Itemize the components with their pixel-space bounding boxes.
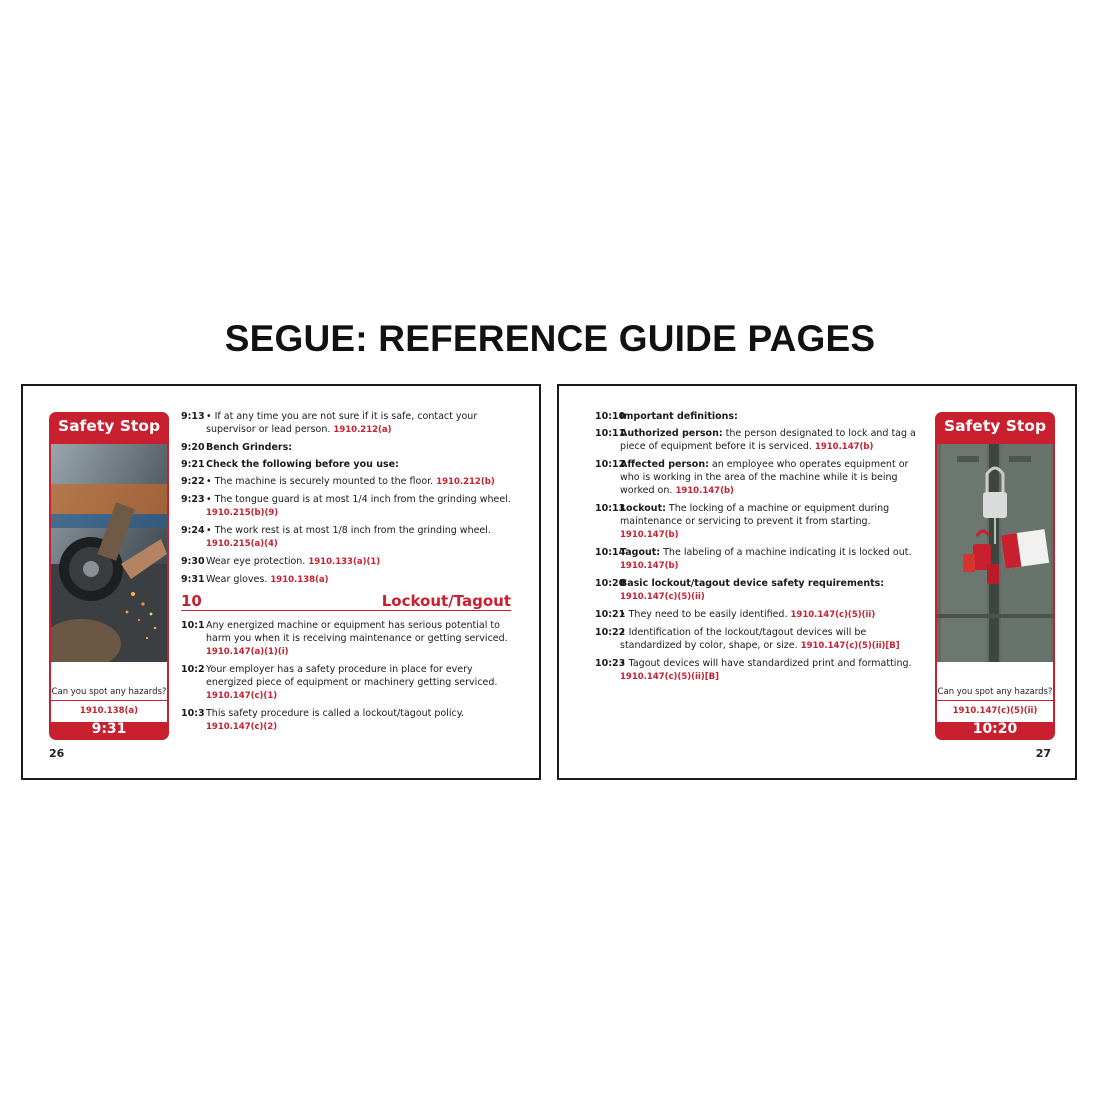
entry-number: 9:31 [181, 574, 205, 585]
entry-body-text: the person designated to lock and tag a piece of equipment before it is serviced. [620, 428, 916, 452]
section-title: Lockout/Tagout [381, 592, 511, 610]
entry-bold-text: Check the following before you use: [206, 459, 399, 470]
osha-reference: 1910.138(a) [270, 575, 329, 585]
entry-number: 9:13 [181, 411, 205, 422]
osha-reference: 1910.147(b) [675, 486, 734, 496]
entry-bold-text: Basic lockout/tagout device safety requirements: [620, 578, 885, 589]
osha-reference: 1910.147(a)(1)(i) [206, 647, 289, 657]
entry-number: 10:14 [595, 547, 626, 558]
list-item [181, 663, 511, 703]
entry-number: 10:13 [595, 503, 626, 514]
list-item [181, 524, 511, 551]
osha-reference: 1910.215(b)(9) [206, 508, 279, 518]
safety-stop-card [49, 412, 169, 740]
card-number: 10:20 [972, 721, 1018, 737]
entry-text [206, 619, 511, 659]
entry-text [206, 707, 511, 734]
entry-text [206, 458, 511, 471]
entry-body-text: This safety procedure is called a lockout/tagout policy. [206, 708, 465, 719]
entry-body-text: Your employer has a safety procedure in place for every energized piece of equipment or machinery getting serviced. [206, 664, 498, 688]
entry-body-text: The locking of a machine or equipment during maintenance or servicing to prevent it from starting. [620, 503, 890, 527]
entry-text [206, 663, 511, 703]
entry-number: 9:20 [181, 442, 205, 453]
card-number: 9:31 [91, 721, 127, 737]
bench-grinder-photo-icon [51, 444, 167, 662]
entry-number: 10:3 [181, 708, 205, 719]
entry-text [206, 493, 511, 520]
card-title: Safety Stop [943, 417, 1047, 435]
osha-reference: 1910.147(b) [620, 561, 679, 571]
entry-text [620, 502, 925, 542]
entry-text [206, 441, 511, 454]
list-item [595, 410, 925, 423]
entry-text [620, 410, 925, 423]
entry-body-text: • Tagout devices will have standardized print and formatting. [620, 658, 912, 669]
entry-text [206, 524, 511, 551]
card-title: Safety Stop [57, 417, 161, 435]
entry-text [620, 608, 925, 622]
osha-reference: 1910.133(a)(1) [308, 557, 381, 567]
list-item [181, 573, 511, 587]
osha-reference: 1910.215(a)(4) [206, 539, 278, 549]
entry-bold-text: Important definitions: [620, 411, 738, 422]
list-item [595, 427, 925, 454]
entry-bold-text: Lockout: [620, 503, 666, 514]
entry-text [620, 546, 925, 573]
list-item [181, 410, 511, 437]
entry-number: 10:1 [181, 620, 205, 631]
osha-reference: 1910.212(b) [436, 477, 495, 487]
entry-body-text: • They need to be easily identified. [620, 609, 788, 620]
entry-bold-text: Authorized person: [620, 428, 723, 439]
entry-body-text: • If at any time you are not sure if it is safe, contact your supervisor or lead person. [206, 411, 478, 435]
entry-body-text: • The work rest is at most 1/8 inch from the grinding wheel. [206, 525, 491, 536]
entry-number: 10:2 [181, 664, 205, 675]
safety-stop-card [935, 412, 1055, 740]
entry-text [206, 410, 511, 437]
osha-reference: 1910.147(c)(5)(ii)[B] [620, 672, 719, 682]
list-item [595, 458, 925, 498]
osha-reference: 1910.147(b) [814, 442, 874, 452]
entry-bold-text: Bench Grinders: [206, 442, 293, 453]
entry-number: 9:22 [181, 476, 205, 487]
entry-number: 10:21 [595, 609, 626, 620]
entry-body-text: Any energized machine or equipment has serious potential to harm you when it is receiving maintenance or getting serviced. [206, 620, 508, 644]
entry-bold-text: Tagout: [620, 547, 661, 558]
osha-reference: 1910.212(a) [333, 425, 392, 435]
list-item [181, 475, 511, 489]
entry-text [206, 475, 511, 489]
entry-number: 10:22 [595, 627, 626, 638]
section-number: 10 [181, 592, 202, 610]
reference-page-left [21, 384, 541, 780]
osha-reference: 1910.147(c)(1) [206, 691, 278, 701]
list-item [181, 619, 511, 659]
list-item [595, 577, 925, 604]
entry-text [206, 573, 511, 587]
list-item [595, 546, 925, 573]
entry-text [620, 577, 925, 604]
entry-number: 10:12 [595, 459, 626, 470]
card-reference: 1910.138(a) [51, 700, 167, 721]
list-item [181, 493, 511, 520]
list-item [595, 657, 925, 684]
list-item [181, 707, 511, 734]
left-text-column [181, 410, 511, 738]
list-item [595, 626, 925, 653]
list-item [181, 441, 511, 454]
entry-number: 10:10 [595, 411, 626, 422]
entry-number: 10:20 [595, 578, 626, 589]
entry-number: 10:23 [595, 658, 626, 669]
entry-text [620, 427, 925, 454]
osha-reference: 1910.147(c)(5)(ii)[B] [800, 641, 900, 651]
list-item [181, 458, 511, 471]
osha-reference: 1910.147(c)(5)(ii) [790, 610, 876, 620]
card-reference: 1910.147(c)(5)(ii) [937, 700, 1053, 721]
entry-body-text: an employee who operates equipment or who is working in the area of the machine while it is being worked on. [620, 459, 909, 496]
section-header [181, 592, 511, 611]
card-question: Can you spot any hazards? [937, 662, 1053, 722]
entry-text [206, 555, 511, 569]
reference-page-right [557, 384, 1077, 780]
entry-body-text: • The tongue guard is at most 1/4 inch from the grinding wheel. [206, 494, 511, 505]
card-question: Can you spot any hazards? [51, 662, 167, 722]
page-title: SEGUE: REFERENCE GUIDE PAGES [224, 318, 876, 359]
right-text-column [595, 410, 925, 688]
entry-number: 9:23 [181, 494, 205, 505]
list-item [181, 555, 511, 569]
entry-body-text: The labeling of a machine indicating it is locked out. [660, 547, 912, 558]
page-number: 26 [49, 747, 65, 760]
osha-reference: 1910.147(b) [620, 530, 679, 540]
entry-bold-text: Affected person: [620, 459, 709, 470]
entry-text [620, 458, 925, 498]
entry-number: 9:21 [181, 459, 205, 470]
entry-body-text: Wear eye protection. [206, 556, 306, 567]
osha-reference: 1910.147(c)(2) [206, 722, 278, 732]
entry-text [620, 657, 925, 684]
entry-body-text: • Identification of the lockout/tagout devices will be standardized by color, shape, or size. [620, 627, 867, 651]
lockout-tag-photo-icon [937, 444, 1053, 662]
entry-number: 10:11 [595, 428, 626, 439]
entry-number: 9:24 [181, 525, 205, 536]
page-number: 27 [1035, 747, 1051, 760]
entry-text [620, 626, 925, 653]
list-item [595, 608, 925, 622]
entry-number: 9:30 [181, 556, 205, 567]
list-item [595, 502, 925, 542]
entry-body-text: Wear gloves. [206, 574, 268, 585]
osha-reference: 1910.147(c)(5)(ii) [620, 592, 705, 602]
entry-body-text: • The machine is securely mounted to the floor. [206, 476, 434, 487]
